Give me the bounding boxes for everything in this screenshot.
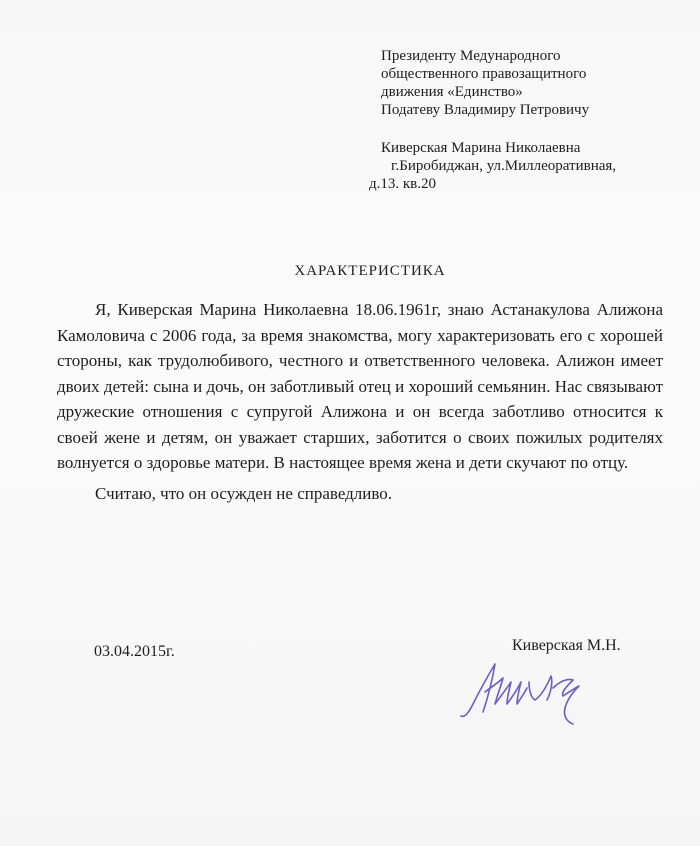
document-date: 03.04.2015г. (94, 643, 175, 660)
body-paragraph: Я, Киверская Марина Николаевна 18.06.1961г, знаю Астанакулова Алижона Камоловича с 2006 года, за время знакомства, могу характеризовать его с хорошей стороны, как трудолюбивого, честного и ответственного человека. Алижон имеет двоих детей: сына и дочь, он заботливый отец и хороший семьянин. Нас связывают дружеские отношения с супругой Алижона и он всегда заботливо относится к своей жене и детям, он уважает старших, заботится о своих пожилых родителях волнуется о здоровье матери. В настоящее время жена и дети скучают по отцу. (57, 300, 663, 472)
addressee-line: Президенту Медународного (381, 48, 561, 64)
signer-name: Киверская М.Н. (512, 637, 621, 654)
document-body (57, 297, 663, 506)
sender-apartment: д.13. кв.20 (369, 176, 437, 192)
handwritten-signature (455, 652, 605, 737)
sender-block (369, 139, 681, 193)
addressee-line: движения «Единство» (381, 84, 523, 100)
addressee-block (381, 47, 681, 119)
sender-name: Киверская Марина Николаевна (381, 140, 581, 156)
addressee-line: Податеву Владимиру Петровичу (381, 102, 590, 118)
addressee-line: общественного правозащитного (381, 66, 587, 82)
document-title: ХАРАКТЕРИСТИКА (294, 263, 446, 279)
sender-address: г.Биробиджан, ул.Миллеоративная, (391, 158, 617, 174)
body-paragraph: Считаю, что он осужден не справедливо. (95, 483, 393, 503)
